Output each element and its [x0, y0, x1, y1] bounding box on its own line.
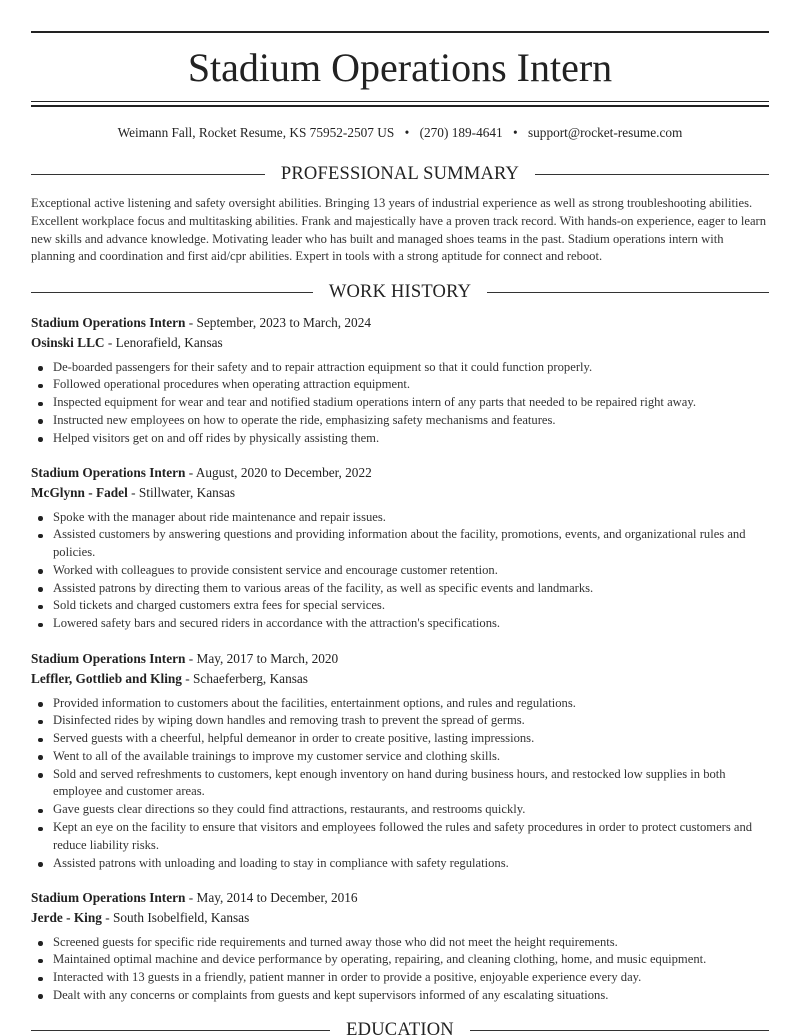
heading-rule-right [470, 1030, 769, 1031]
job-title-line [31, 649, 769, 668]
heading-rule-left [31, 1030, 330, 1031]
summary-text: Exceptional active listening and safety oversight abilities. Bringing 13 years of industrial experience as well as strong troubleshooting abilities. Excellent workplace focus and multitasking abilities. Frank and majestically have a proven track record. With hands-on experience, eager to learn new skills and advance knowledge. Motivating leader who has built and managed shoes teams in the past. Stadium operations intern with planning and coordination and first aid/cpr abilities. Expert in tools with a strong aptitude for connect and reboot. [31, 196, 767, 264]
list-item: Assisted patrons by directing them to various areas of the facility, as well as specific events and landmarks. [31, 580, 769, 598]
header-divider-thin [31, 101, 769, 102]
contact-email: support@rocket-resume.com [527, 125, 683, 140]
company-name: McGlynn - Fadel [31, 484, 128, 500]
list-item: Maintained optimal machine and device performance by operating, repairing, and cleaning clothing, home, and music equipment. [31, 951, 769, 969]
job-company-line [31, 483, 769, 502]
candidate-name: Stadium Operations Intern [187, 45, 613, 90]
list-item: Inspected equipment for wear and tear and notified stadium operations intern of any parts that needed to be repaired right away. [31, 394, 769, 412]
job-entry [31, 649, 769, 872]
job-title: Stadium Operations Intern [31, 315, 186, 330]
list-item: Went to all of the available trainings to improve my customer service and clothing skills. [31, 748, 769, 766]
job-bullets [31, 509, 769, 634]
list-item: De-boarded passengers for their safety and to repair attraction equipment so that it could function properly. [31, 359, 769, 377]
list-item: Gave guests clear directions so they could find attractions, restaurants, and restrooms quickly. [31, 801, 769, 819]
job-dates: - August, 2020 to December, 2022 [185, 465, 372, 480]
job-title-line [31, 888, 769, 907]
contact-phone: (270) 189-4641 [419, 125, 503, 140]
heading-rule-right [487, 292, 769, 293]
company-name: Leffler, Gottlieb and Kling [31, 670, 182, 686]
list-item: Served guests with a cheerful, helpful demeanor in order to create positive, lasting impressions. [31, 730, 769, 748]
list-item: Sold and served refreshments to customers, kept enough inventory on hand during business hours, and restocked low supplies in both employee and customer areas. [31, 766, 769, 802]
job-company-line [31, 908, 769, 927]
heading-rule-right [535, 174, 769, 175]
job-entry [31, 888, 769, 1005]
list-item: Provided information to customers about the facilities, entertainment options, and rules and regulations. [31, 695, 769, 713]
section-heading-education [31, 1018, 769, 1035]
list-item: Kept an eye on the facility to ensure that visitors and employees followed the rules and safety procedures in order to protect customers and reduce liability risks. [31, 819, 769, 855]
job-entry [31, 313, 769, 447]
job-title: Stadium Operations Intern [31, 465, 186, 480]
list-item: Worked with colleagues to provide consistent service and encourage customer retention. [31, 562, 769, 580]
bullet-separator: • [513, 125, 518, 140]
job-dates: - May, 2014 to December, 2016 [185, 890, 358, 905]
section-title: WORK HISTORY [328, 282, 472, 302]
list-item: Screened guests for specific ride requirements and turned away those who did not meet the height requirements. [31, 934, 769, 952]
bullet-separator: • [404, 125, 410, 140]
heading-rule-left [31, 174, 265, 175]
job-entry [31, 463, 769, 633]
job-company-line [31, 669, 769, 688]
company-location: - Lenorafield, Kansas [104, 334, 223, 350]
list-item: Followed operational procedures when operating attraction equipment. [31, 376, 769, 394]
company-name: Osinski LLC [31, 334, 105, 350]
list-item: Interacted with 13 guests in a friendly, patient manner in order to provide a positive, enjoyable experience every day. [31, 969, 769, 987]
company-location: - Stillwater, Kansas [127, 484, 236, 500]
list-item: Instructed new employees on how to operate the ride, emphasizing safety mechanisms and features. [31, 412, 769, 430]
job-title: Stadium Operations Intern [31, 890, 186, 905]
job-company-line [31, 333, 769, 352]
job-bullets [31, 695, 769, 873]
header-divider-thick [31, 105, 769, 107]
contact-line [31, 124, 769, 142]
job-bullets [31, 934, 769, 1005]
section-heading-work-history [31, 280, 769, 304]
job-title-line [31, 463, 769, 482]
list-item: Dealt with any concerns or complaints from guests and kept supervisors informed of any escalating situations. [31, 987, 769, 1005]
heading-rule-left [31, 292, 313, 293]
job-title: Stadium Operations Intern [31, 651, 186, 666]
job-bullets [31, 359, 769, 448]
section-heading-summary [31, 162, 769, 186]
job-dates: - September, 2023 to March, 2024 [185, 315, 372, 330]
company-location: - Schaeferberg, Kansas [181, 670, 308, 686]
section-title: EDUCATION [346, 1020, 454, 1035]
list-item: Assisted patrons with unloading and loading to stay in compliance with safety regulations. [31, 855, 769, 873]
job-title-line [31, 313, 769, 332]
company-name: Jerde - King [31, 909, 102, 925]
list-item: Lowered safety bars and secured riders in accordance with the attraction's specifications. [31, 615, 769, 633]
list-item: Sold tickets and charged customers extra fees for special services. [31, 597, 769, 615]
list-item: Helped visitors get on and off rides by physically assisting them. [31, 430, 769, 448]
section-title: PROFESSIONAL SUMMARY [280, 164, 520, 184]
list-item: Disinfected rides by wiping down handles and removing trash to prevent the spread of germs. [31, 712, 769, 730]
list-item: Assisted customers by answering questions and providing information about the facility, promotions, events, and organizational rules and policies. [31, 526, 769, 562]
contact-address: Weimann Fall, Rocket Resume, KS 75952-2507 US [117, 125, 395, 140]
top-divider [31, 31, 769, 33]
company-location: - South Isobelfield, Kansas [101, 909, 250, 925]
job-dates: - May, 2017 to March, 2020 [185, 651, 339, 666]
list-item: Spoke with the manager about ride maintenance and repair issues. [31, 509, 769, 527]
